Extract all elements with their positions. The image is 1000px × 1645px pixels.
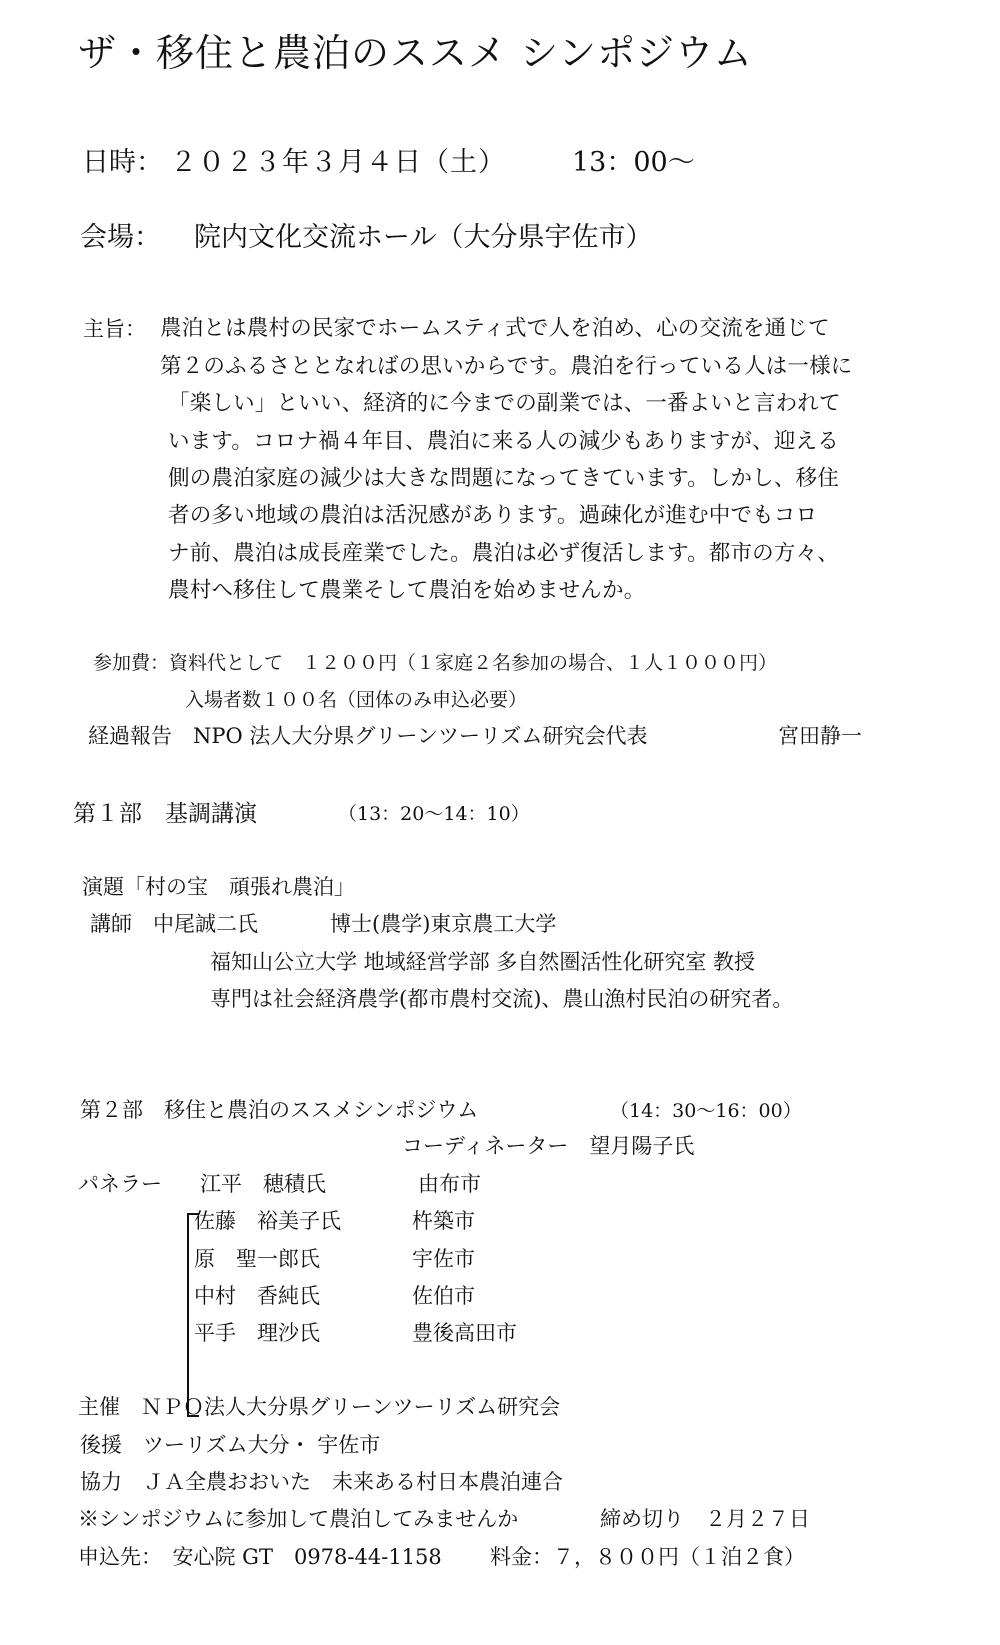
support: 後援 ツーリズム大分・ 宇佐市 [80, 1433, 381, 1457]
panelist-name: 原 聖一郎氏 [194, 1247, 320, 1271]
page-title: ザ・移住と農泊のススメ シンポジウム [78, 31, 753, 75]
deadline: 締め切り ２月２７日 [600, 1507, 810, 1531]
lecturer-specialty: 専門は社会経済農学(都市農村交流)、農山漁村民泊の研究者。 [210, 987, 794, 1011]
apply-price: 料金：７，８００円（１泊２食） [490, 1545, 805, 1569]
purpose-line: 第２のふるさととなればの思いからです。農泊を行っている人は一様に [160, 354, 853, 379]
purpose-line: ナ前、農泊は成長産業でした。農泊は必ず復活します。都市の方々、 [168, 541, 839, 566]
panelist-city: 佐伯市 [412, 1284, 475, 1308]
purpose-label: 主旨： [83, 317, 146, 341]
panelist-city: 由布市 [418, 1172, 481, 1196]
report-name: 宮田静一 [778, 724, 862, 748]
panelist-city: 杵築市 [412, 1209, 475, 1233]
datetime-label: 日時： [82, 147, 163, 178]
datetime-date: ２０２３年３月４日（土） [170, 147, 506, 178]
apply-contact: 申込先： 安心院 GT 0978-44-1158 [78, 1545, 442, 1569]
panelist-city: 宇佐市 [412, 1247, 475, 1271]
attendance-line: 入場者数１００名（団体のみ申込必要） [185, 689, 528, 711]
venue-label: 会場： [80, 222, 161, 253]
datetime-time: 13：00～ [572, 147, 695, 178]
part2-time: （14：30～16：00） [610, 1100, 802, 1122]
panelist-name: 中村 香純氏 [194, 1284, 320, 1308]
part1-time: （13：20～14：10） [338, 803, 530, 825]
purpose-line: います。コロナ禍４年目、農泊に来る人の減少もありますが、迎える [168, 429, 839, 454]
lecturer: 講師 中尾誠二氏 [90, 912, 258, 936]
lecturer-affiliation: 福知山公立大学 地域経営学部 多自然圏活性化研究室 教授 [210, 950, 756, 974]
note-text: ※シンポジウムに参加して農泊してみませんか [78, 1507, 519, 1531]
panelist-name: 佐藤 裕美子氏 [194, 1209, 341, 1233]
lecture-theme: 演題「村の宝 頑張れ農泊」 [82, 875, 355, 899]
part2-heading: 第２部 移住と農泊のススメシンポジウム [80, 1098, 479, 1122]
report-label: 経過報告 NPO 法人大分県グリーンツーリズム研究会代表 [88, 724, 648, 748]
part1-heading: 第１部 基調講演 [73, 801, 257, 827]
organizer: 主催 ＮＰＯ法人大分県グリーンツーリズム研究会 [78, 1395, 561, 1419]
panelist-city: 豊後高田市 [412, 1321, 517, 1345]
purpose-line: 者の多い地域の農泊は活況感があります。過疎化が進む中でもコロ [168, 503, 818, 528]
purpose-line: 農村へ移住して農業そして農泊を始めませんか。 [168, 578, 646, 603]
panelist-name: 江平 穂積氏 [200, 1172, 326, 1196]
purpose-line: 「楽しい」といい、経済的に今までの副業では、一番よいと言われて [168, 391, 841, 416]
purpose-line: 農泊とは農村の民家でホームスティ式で人を泊め、心の交流を通じて [160, 316, 830, 341]
panel-label: パネラー [78, 1172, 162, 1196]
cooperation: 協力 ＪＡ全農おおいた 未来ある村日本農泊連合 [80, 1470, 563, 1494]
fee-line: 参加費：資料代として １２００円（１家庭２名参加の場合、１人１０００円） [93, 652, 778, 674]
coordinator: コーディネーター 望月陽子氏 [402, 1134, 695, 1158]
venue-value: 院内文化交流ホール（大分県宇佐市） [194, 222, 653, 253]
panelist-name: 平手 理沙氏 [194, 1321, 320, 1345]
lecturer-degree: 博士(農学)東京農工大学 [330, 912, 557, 936]
purpose-line: 側の農泊家庭の減少は大きな問題になってきています。しかし、移住 [168, 466, 839, 491]
